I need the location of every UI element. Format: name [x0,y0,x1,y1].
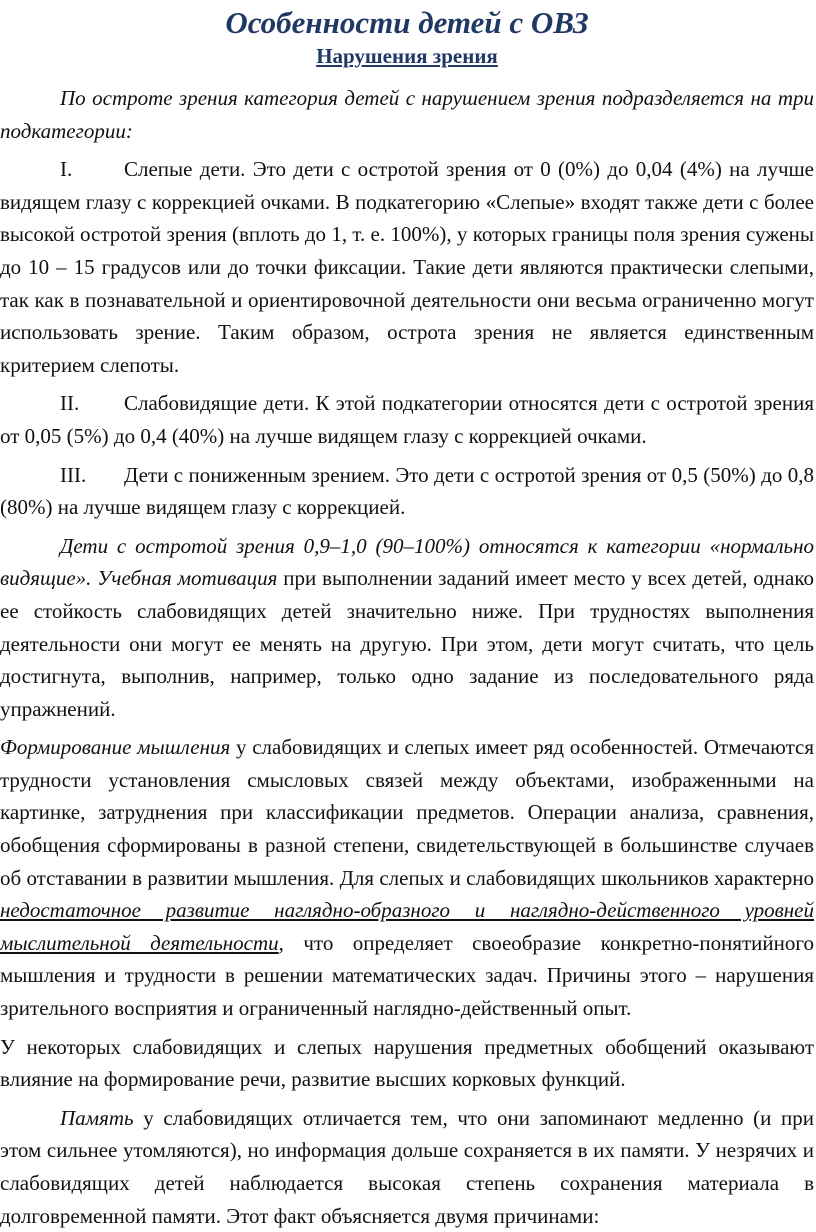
italic-phrase: Дети с остротой зрения 0,9–1,0 (90–100%) относятся к категории «нормально видящие». [0,533,814,591]
paragraph-text: у слабовидящих отличается тем, что они запоминают медленно (и при этом сильнее утомляются), но информация дольше сохраняется в их памяти. У незрячих и слабовидящих детей наблюдается высокая степень сохранения материала в долговременной памяти. Этот факт объясняется двумя причинами: [0,1105,814,1228]
list-item-number: I. [60,157,73,182]
paragraph-memory [0,1102,814,1232]
list-item-number: II. [60,391,80,416]
italic-phrase: Память [60,1105,134,1130]
italic-phrase: Учебная мотивация [97,566,278,591]
paragraph-thinking [0,731,814,1024]
list-item-text: Дети с пониженным зрением. Это дети с остротой зрения от 0,5 (50%) до 0,8 (80%) на лучше видящем глазу с коррекцией. [0,462,814,520]
list-item-text: Слабовидящие дети. К этой подкатегории относятся дети с остротой зрения от 0,05 (5%) до 0,4 (40%) на лучше видящем глазу с коррекцией очками. [0,391,814,448]
paragraph-text: у слабовидящих и слепых имеет ряд особенностей. Отмечаются трудности установления смысловых связей между объектами, изображенными на картинке, затруднения при классификации предметов. Операции анализа, сравнения, обобщения сформированы в разной степени, свидетельствующей в большинстве случаев об отставании в развитии мышления. Для слепых и слабовидящих школьников характерно [0,735,814,890]
list-item-number: III. [60,462,87,487]
list-item [0,459,814,524]
list-item [0,387,814,452]
list-item [0,153,814,381]
paragraph-text: при выполнении заданий имеет место у всех детей, однако ее стойкость слабовидящих детей значительно ниже. При трудностях выполнения деятельности они могут ее менять на другую. При этом, дети могут считать, что цель достигнута, выполнив, например, только одно задание из последовательного ряда упражнений. [0,566,815,721]
page-title: Особенности детей с ОВЗ [225,5,589,40]
italic-underlined-phrase: недостаточное развитие наглядно-образного и наглядно-действенного уровней мыслительной деятельности [0,898,814,955]
italic-phrase: Формирование мышления [0,735,231,760]
list-item-text: Слепые дети. Это дети с остротой зрения от 0 (0%) до 0,04 (4%) на лучше видящем глазу с коррекцией очками. В подкатегорию «Слепые» входят также дети с более высокой остротой зрения (вплоть до 1, т. е. 100%), у которых границы поля зрения сужены до 10 – 15 градусов или до точки фиксации. Такие дети являются практически слепыми, так как в познавательной и ориентировочной деятельности они весьма ограниченно могут использовать зрение. Таким образом, острота зрения не является единственным критерием слепоты. [0,157,814,377]
paragraph-speech: У некоторых слабовидящих и слепых нарушения предметных обобщений оказывают влияние на формирование речи, развитие высших корковых функций. [0,1034,814,1092]
intro-paragraph: По остроте зрения категория детей с нарушением зрения подразделяется на три подкатегории: [0,86,814,143]
paragraph-text: , что определяет своеобразие конкретно-понятийного мышления и трудности в решении математических задач. Причины этого – нарушения зрительного восприятия и ограниченный наглядно-действенный опыт. [0,930,814,1021]
section-subtitle: Нарушения зрения [316,44,498,68]
paragraph-normal-vision [0,530,814,726]
